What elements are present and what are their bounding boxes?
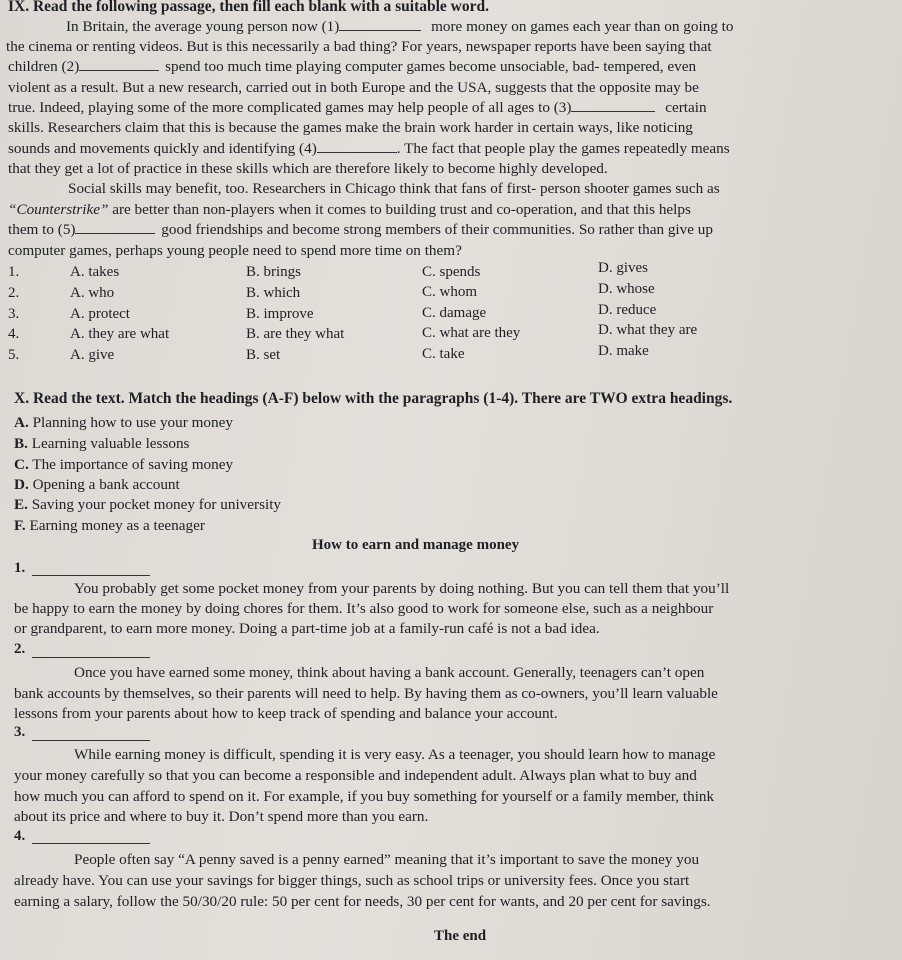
paragraph-4-line: People often say “A penny saved is a penny earned” meaning that it’s important to save the money you [74, 851, 700, 868]
paragraph-number: 4. [14, 828, 26, 844]
ix-line-3: children (2) spend too much time playing computer games become unsociable, bad- tempered, even [8, 58, 697, 75]
option-a[interactable]: A. give [70, 347, 115, 363]
option-number: 4. [8, 326, 20, 342]
option-c[interactable]: C. spends [422, 264, 481, 280]
blank-1[interactable] [339, 18, 421, 31]
answer-blank-3[interactable] [32, 739, 150, 741]
ix-line-7: sounds and movements quickly and identifying (4) . The fact that people play the games repeatedly means [8, 140, 730, 157]
option-b[interactable]: B. brings [246, 264, 302, 280]
option-c[interactable]: C. what are they [422, 325, 521, 341]
heading-option-a: A. Planning how to use your money [14, 414, 233, 431]
option-number: 1. [8, 264, 20, 280]
blank-4[interactable] [317, 140, 397, 153]
option-d[interactable]: D. gives [598, 260, 648, 276]
ix-line-9: Social skills may benefit, too. Researchers in Chicago think that fans of first- person shooter games such as [68, 180, 720, 197]
option-c[interactable]: C. whom [422, 284, 478, 300]
option-c[interactable]: C. damage [422, 305, 487, 321]
paragraph-number: 1. [14, 560, 26, 576]
end-label: The end [434, 928, 487, 944]
paragraph-3-line: While earning money is difficult, spending it is very easy. As a teenager, you should learn how to manage [74, 746, 716, 763]
ix-line-12: computer games, perhaps young people need to spend more time on them? [8, 242, 462, 259]
answer-blank-1[interactable] [32, 574, 150, 576]
paragraph-1-line: or grandparent, to earn more money. Doing a part-time job at a family-run café is not a bad idea. [14, 620, 600, 637]
option-a[interactable]: A. takes [70, 264, 120, 280]
option-a[interactable]: A. who [70, 285, 115, 301]
heading-option-e: E. Saving your pocket money for university [14, 496, 282, 513]
passage-title: How to earn and manage money [312, 537, 520, 553]
option-d[interactable]: D. make [598, 343, 649, 359]
paragraph-1-line: You probably get some pocket money from your parents by doing nothing. But you can tell them that you’ll [74, 580, 730, 597]
option-b[interactable]: B. set [246, 347, 281, 363]
option-number: 2. [8, 285, 20, 301]
option-a[interactable]: A. protect [70, 306, 130, 322]
paragraph-number: 2. [14, 641, 26, 657]
section-ix-title: IX. Read the following passage, then fill each blank with a suitable word. [8, 0, 489, 15]
paragraph-2-line: lessons from your parents about how to keep track of spending and balance your account. [14, 705, 558, 722]
option-a[interactable]: A. they are what [70, 326, 170, 342]
option-d[interactable]: D. whose [598, 281, 655, 297]
ix-line-2: the cinema or renting videos. But is this necessarily a bad thing? For years, newspaper reports have been saying that [6, 38, 712, 55]
paragraph-4-line: earning a salary, follow the 50/30/20 rule: 50 per cent for needs, 30 per cent for wants, and 20 per cent for savings. [14, 893, 711, 910]
option-d[interactable]: D. reduce [598, 302, 657, 318]
option-c[interactable]: C. take [422, 346, 465, 362]
option-d[interactable]: D. what they are [598, 322, 698, 338]
paragraph-3-line: about its price and where to buy it. Don’t spend more than you earn. [14, 808, 429, 825]
ix-line-10: “Counterstrike” are better than non-players when it comes to building trust and co-operation, and that this helps [8, 201, 691, 218]
option-number: 3. [8, 306, 20, 322]
paragraph-2-line: Once you have earned some money, think about having a bank account. Generally, teenagers can’t open [74, 664, 705, 681]
answer-blank-4[interactable] [32, 842, 150, 844]
ix-line-6: skills. Researchers claim that this is because the games make the brain work harder in certain ways, like noticing [8, 119, 693, 136]
heading-option-c: C. The importance of saving money [14, 456, 234, 473]
option-b[interactable]: B. are they what [246, 326, 345, 342]
paragraph-1-line: be happy to earn the money by doing chores for them. It’s also good to work for someone else, such as a neighbour [14, 600, 714, 617]
ix-line-11: them to (5) good friendships and become strong members of their communities. So rather than give up [8, 221, 713, 238]
option-b[interactable]: B. improve [246, 306, 314, 322]
heading-option-b: B. Learning valuable lessons [14, 435, 190, 452]
paragraph-3-line: how much you can afford to spend on it. For example, if you buy something for yourself or a family member, think [14, 788, 715, 805]
option-number: 5. [8, 347, 20, 363]
ix-line-5: true. Indeed, playing some of the more complicated games may help people of all ages to (3) certain [8, 99, 707, 116]
heading-option-d: D. Opening a bank account [14, 476, 180, 493]
ix-line-8: that they get a lot of practice in these skills which are therefore likely to become highly developed. [8, 160, 608, 177]
section-x-title: X. Read the text. Match the headings (A-F) below with the paragraphs (1-4). There are TWO extra headings. [14, 390, 733, 407]
paragraph-2-line: bank accounts by themselves, so their parents will need to help. By having them as co-owners, you’ll learn valuable [14, 685, 718, 702]
paragraph-number: 3. [14, 724, 26, 740]
ix-line-1: In Britain, the average young person now (1) more money on games each year than on going to [66, 18, 734, 35]
blank-2[interactable] [79, 58, 159, 71]
heading-option-f: F. Earning money as a teenager [14, 517, 205, 534]
ix-line-4: violent as a result. But a new research, carried out in both Europe and the USA, suggests that the opposite may be [8, 79, 699, 96]
paragraph-4-line: already have. You can use your savings for bigger things, such as school trips or university fees. Once you start [14, 872, 690, 889]
paragraph-3-line: your money carefully so that you can become a responsible and independent adult. Always plan what to buy and [14, 767, 697, 784]
option-b[interactable]: B. which [246, 285, 301, 301]
blank-3[interactable] [571, 99, 655, 112]
blank-5[interactable] [75, 221, 155, 234]
answer-blank-2[interactable] [32, 656, 150, 658]
